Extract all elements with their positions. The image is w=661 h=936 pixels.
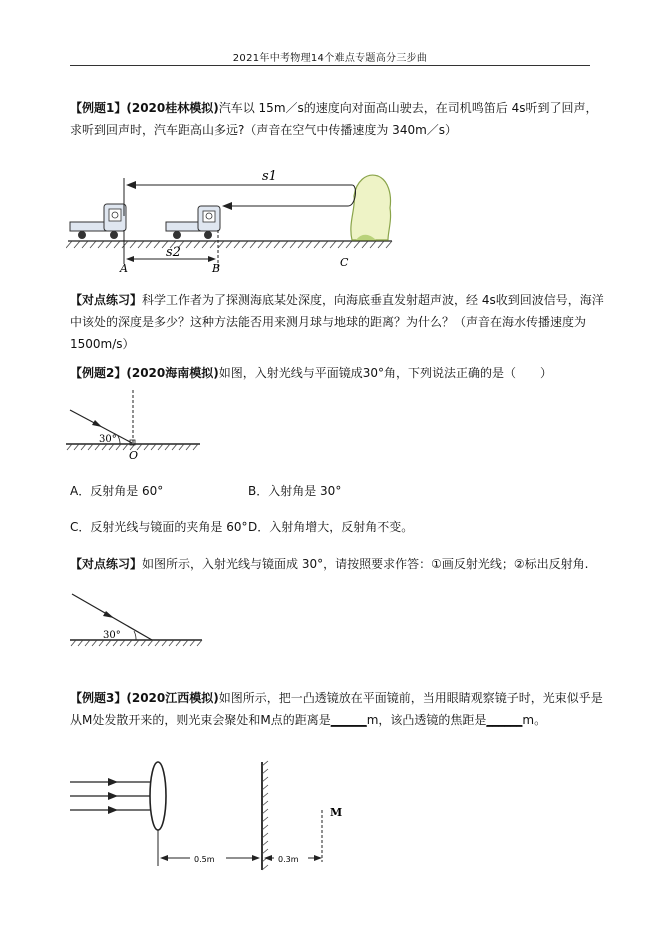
point-b-label: B bbox=[212, 262, 221, 274]
example3-text bbox=[70, 687, 605, 731]
example3-body-3: m。 bbox=[522, 713, 547, 727]
practice1-tag: 【对点练习】 bbox=[70, 293, 143, 307]
answer-blank-2[interactable]: ______ bbox=[486, 713, 523, 727]
practice1-body: 科学工作者为了探测海底某处深度，向海底垂直发射超声波，经 4s收到回波信号，海洋中该处的深度是多少？这种方法能否用来测月球与地球的距离？为什么？（声音在海水传播速度为 1500m/s） bbox=[70, 293, 604, 351]
distance-label-1: 0.5m bbox=[194, 855, 215, 864]
mountain-icon bbox=[351, 175, 391, 240]
point-a-label: A bbox=[120, 262, 128, 274]
truck-1-icon bbox=[70, 204, 126, 239]
answer-blank-1[interactable]: ______ bbox=[330, 713, 367, 727]
angle-label-1: 30° bbox=[99, 434, 117, 445]
point-o-label: O bbox=[129, 449, 139, 462]
s2-label: s2 bbox=[166, 245, 181, 260]
angle-label-2: 30° bbox=[103, 630, 121, 641]
practice2-body: 如图所示，入射光线与镜面成 30°，请按照要求作答：①画反射光线；②标出反射角. bbox=[142, 557, 589, 571]
example2-tag: 【例题2】 bbox=[70, 366, 127, 380]
truck-2-icon bbox=[166, 206, 220, 239]
practice1-text bbox=[70, 289, 605, 355]
practice2-text bbox=[70, 553, 605, 575]
convex-lens-icon bbox=[150, 762, 166, 830]
lens-mirror-figure bbox=[66, 758, 366, 876]
example3-body-2: m，该凸透镜的焦距是 bbox=[366, 713, 487, 727]
example3-source: (2020江西模拟) bbox=[126, 691, 219, 705]
car-echo-figure bbox=[66, 168, 396, 274]
point-m-label: M bbox=[330, 806, 343, 819]
mirror-figure-2 bbox=[66, 586, 206, 654]
option-c: C．反射光线与镜面的夹角是 60° bbox=[70, 520, 248, 534]
example1-body: 汽车以 15m／s的速度向对面高山驶去，在司机鸣笛后 4s听到了回声，求听到回声时，汽车距高山多远?（声音在空气中传播速度为 340m／s） bbox=[70, 101, 598, 137]
example2-source: (2020海南模拟) bbox=[126, 366, 219, 380]
practice2-tag: 【对点练习】 bbox=[70, 557, 143, 571]
example2-body: 如图，入射光线与平面镜成30°角，下列说法正确的是（ ） bbox=[218, 366, 553, 380]
example1-tag: 【例题1】 bbox=[70, 101, 127, 115]
mirror-figure-1 bbox=[66, 388, 206, 464]
s1-label: s1 bbox=[262, 169, 277, 184]
distance-label-2: 0.3m bbox=[278, 855, 299, 864]
header-rule bbox=[70, 65, 590, 66]
option-a: A．反射角是 60° bbox=[70, 484, 164, 498]
option-b: B．入射角是 30° bbox=[248, 484, 342, 498]
example3-tag: 【例题3】 bbox=[70, 691, 127, 705]
point-c-label: C bbox=[340, 256, 349, 269]
page-header: 2021年中考物理14个难点专题高分三步曲 bbox=[232, 53, 428, 64]
option-d: D．入射角增大，反射角不变。 bbox=[248, 520, 414, 534]
example2-text bbox=[70, 362, 605, 384]
example1-text bbox=[70, 97, 605, 141]
example3-body-1: 如图所示，把一凸透镜放在平面镜前，当用眼睛观察镜子时，光束似乎是从M处发散开来的，则光束会聚处和M点的距离是 bbox=[70, 691, 603, 727]
example1-source: (2020桂林模拟) bbox=[126, 101, 219, 115]
